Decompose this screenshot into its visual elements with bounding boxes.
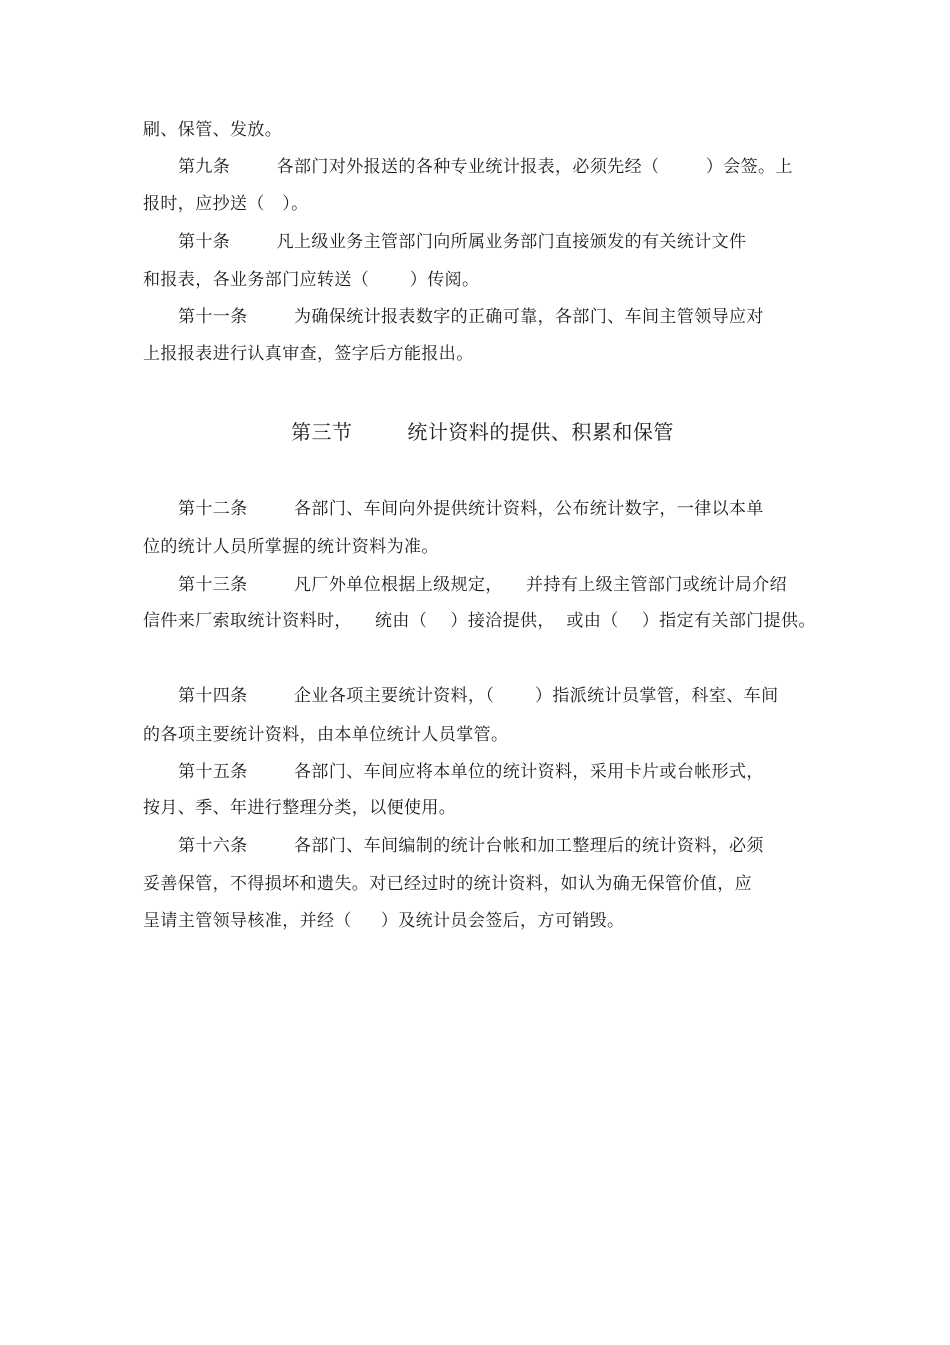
text-line: 信件来厂索取统计资料时， 统由（ ）接洽提供， 或由（ ）指定有关部门提供。 [143,611,816,631]
article-11-line: 第十一条 为确保统计报表数字的正确可靠，各部门、车间主管领导应对 [178,307,764,327]
text-line: 刷、保管、发放。 [143,120,283,140]
text-line: 报时，应抄送（ ）。 [143,194,309,214]
text-line: 和报表，各业务部门应转送（ ）传阅。 [143,270,480,290]
article-15-line: 第十五条 各部门、车间应将本单位的统计资料，采用卡片或台帐形式， [178,762,764,782]
section-heading: 第三节 统计资料的提供、积累和保管 [291,420,674,444]
article-14-line: 第十四条 企业各项主要统计资料，（ ）指派统计员掌管，科室、车间 [178,686,779,706]
article-16-line: 第十六条 各部门、车间编制的统计台帐和加工整理后的统计资料，必须 [178,836,764,856]
article-12-line: 第十二条 各部门、车间向外提供统计资料，公布统计数字，一律以本单 [178,499,764,519]
text-line: 位的统计人员所掌握的统计资料为准。 [143,537,439,557]
text-line: 的各项主要统计资料，由本单位统计人员掌管。 [143,725,509,745]
text-line: 妥善保管，不得损坏和遗失。对已经过时的统计资料，如认为确无保管价值，应 [143,874,752,894]
text-line: 上报报表进行认真审查，签字后方能报出。 [143,344,474,364]
article-13-line: 第十三条 凡厂外单位根据上级规定， 并持有上级主管部门或统计局介绍 [178,575,788,595]
text-line: 按月、季、年进行整理分类，以便使用。 [143,798,457,818]
article-9-line: 第九条 各部门对外报送的各种专业统计报表，必须先经（ ）会签。上 [178,157,793,177]
article-10-line: 第十条 凡上级业务主管部门向所属业务部门直接颁发的有关统计文件 [178,232,747,252]
text-line: 呈请主管领导核准，并经（ ）及统计员会签后，方可销毁。 [143,911,625,931]
